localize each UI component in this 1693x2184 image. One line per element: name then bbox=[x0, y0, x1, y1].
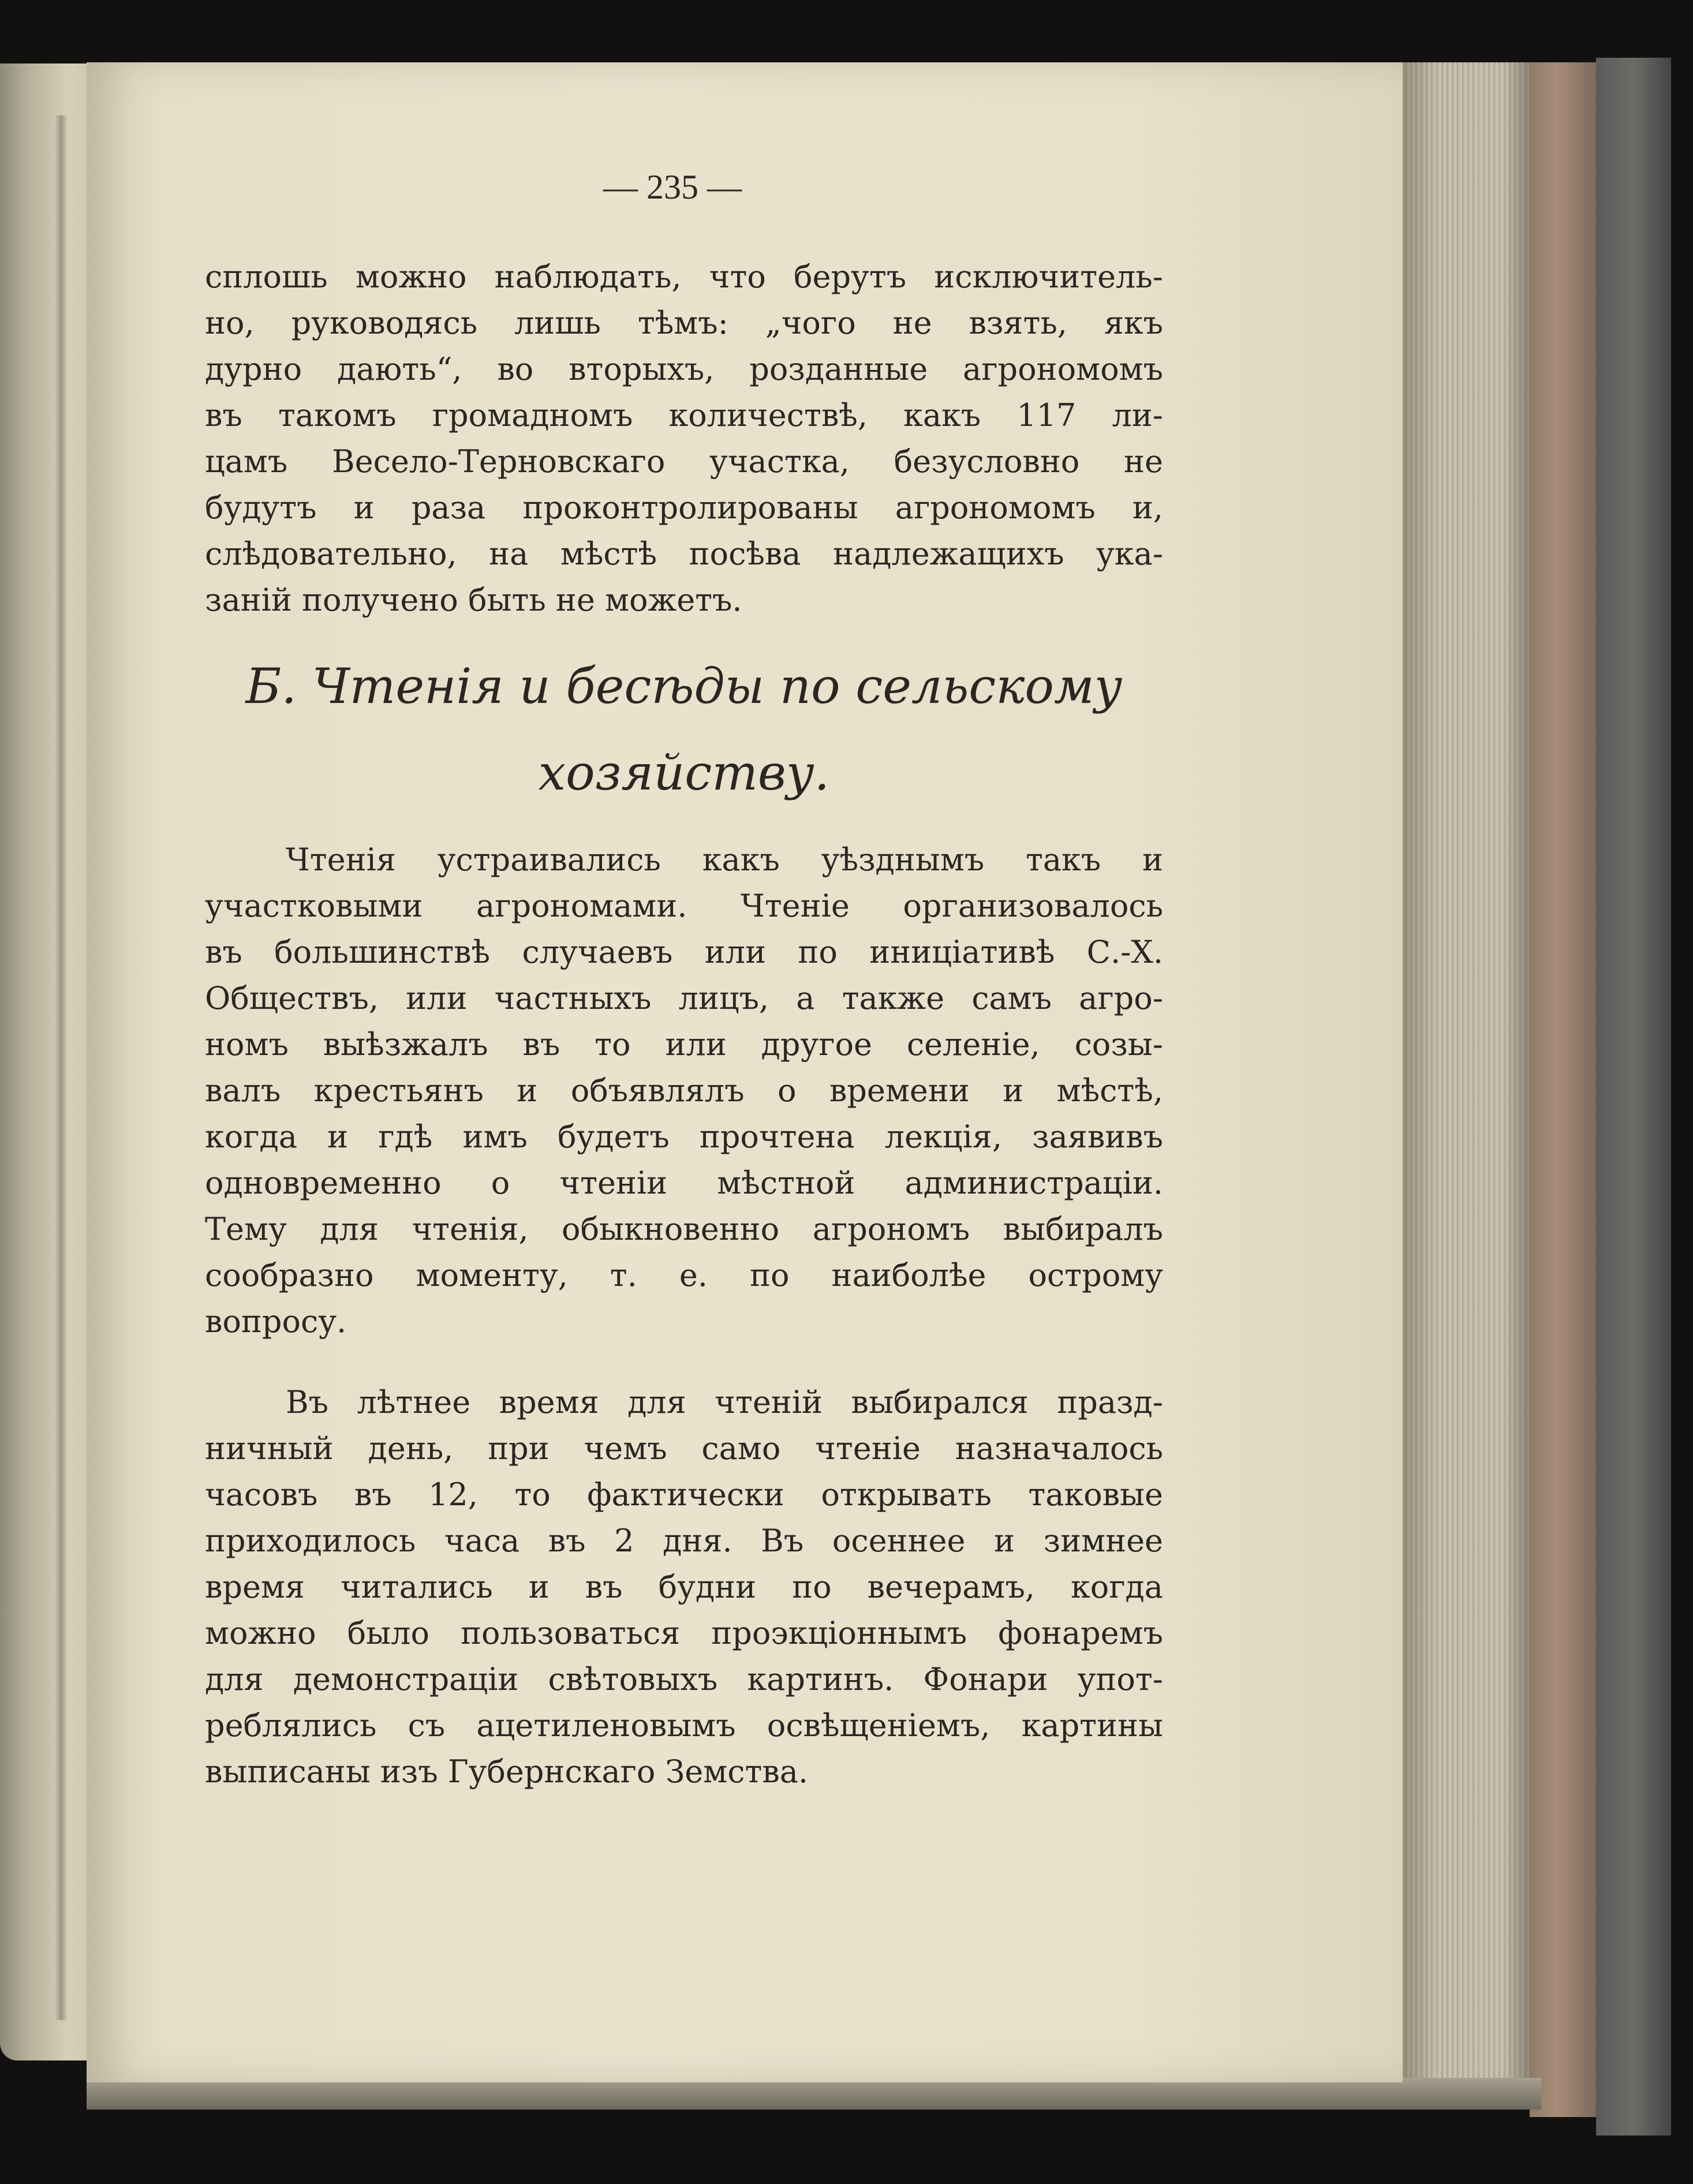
paragraph-1-line-5: цамъ Весело-Терновскаго участка, безусловно не bbox=[205, 443, 1163, 480]
paragraph-2-line-4: Обществъ, или частныхъ лицъ, а также самъ агро- bbox=[205, 980, 1163, 1016]
back-cover-board bbox=[1596, 58, 1671, 2136]
paragraph-1-line-8: заній получено быть не можетъ. bbox=[205, 582, 742, 618]
page-bottom-edge bbox=[87, 2078, 1541, 2110]
back-cover-edge bbox=[1530, 62, 1596, 2117]
paragraph-2-line-8: одновременно о чтеніи мѣстной администраціи. bbox=[205, 1165, 1163, 1201]
paragraph-3-line-8: реблялись съ ацетиленовымъ освѣщеніемъ, картины bbox=[205, 1707, 1163, 1744]
gutter-shadow bbox=[55, 115, 68, 2020]
page-block-shading bbox=[1397, 62, 1530, 2100]
section-heading-line-1: Б. Чтенія и бесѣды по сельскому bbox=[245, 658, 1123, 715]
paragraph-3-line-5: время читались и въ будни по вечерамъ, когда bbox=[205, 1569, 1163, 1605]
page-number: — 235 — bbox=[603, 168, 742, 206]
paragraph-1-line-7: слѣдовательно, на мѣстѣ посѣва надлежащихъ ука- bbox=[205, 536, 1163, 572]
paragraph-3-line-9: выписаны изъ Губернскаго Земства. bbox=[205, 1753, 809, 1790]
paragraph-1-line-2: но, руководясь лишь тѣмъ: „чого не взять, якъ bbox=[205, 305, 1163, 341]
paragraph-3-line-1: Въ лѣтнее время для чтеній выбирался празд- bbox=[286, 1384, 1163, 1420]
paragraph-2-line-6: валъ крестьянъ и объявлялъ о времени и мѣстѣ, bbox=[205, 1072, 1163, 1109]
paragraph-1-line-4: въ такомъ громадномъ количествѣ, какъ 117 ли- bbox=[205, 397, 1163, 433]
paragraph-2-line-11: вопросу. bbox=[205, 1303, 347, 1340]
paragraph-2-line-10: сообразно моменту, т. е. по наиболѣе острому bbox=[205, 1257, 1163, 1293]
paragraph-3-line-4: приходилось часа въ 2 дня. Въ осеннее и зимнее bbox=[205, 1523, 1163, 1559]
paragraph-3-line-6: можно было пользоваться проэкціоннымъ фонаремъ bbox=[205, 1615, 1163, 1651]
paragraph-1-line-1: сплошь можно наблюдать, что берутъ исключитель- bbox=[205, 259, 1163, 295]
paragraph-2-line-7: когда и гдѣ имъ будетъ прочтена лекція, заявивъ bbox=[205, 1119, 1163, 1155]
paragraph-3-line-2: ничный день, при чемъ само чтеніе назначалось bbox=[205, 1430, 1163, 1467]
paragraph-2-line-3: въ большинствѣ случаевъ или по иниціативѣ С.-Х. bbox=[205, 934, 1163, 970]
paragraph-3-line-7: для демонстраціи свѣтовыхъ картинъ. Фонари упот- bbox=[205, 1661, 1163, 1697]
previous-page-edge bbox=[0, 63, 98, 2060]
section-heading-line-2: хозяйству. bbox=[538, 745, 830, 801]
paragraph-2-line-2: участковыми агрономами. Чтеніе организовалось bbox=[205, 888, 1163, 924]
paragraph-2-line-1: Чтенія устраивались какъ уѣзднымъ такъ и bbox=[286, 842, 1163, 878]
paragraph-2-line-9: Тему для чтенія, обыкновенно агрономъ выбиралъ bbox=[205, 1211, 1163, 1247]
paragraph-1-line-3: дурно дають“, во вторыхъ, розданные агрономомъ bbox=[205, 351, 1163, 387]
paragraph-2-line-5: номъ выѣзжалъ въ то или другое селеніе, созы- bbox=[205, 1026, 1163, 1063]
paragraph-3-line-3: часовъ въ 12, то фактически открывать таковые bbox=[205, 1476, 1163, 1513]
paragraph-1-line-6: будутъ и раза проконтролированы агрономомъ и, bbox=[205, 489, 1163, 526]
